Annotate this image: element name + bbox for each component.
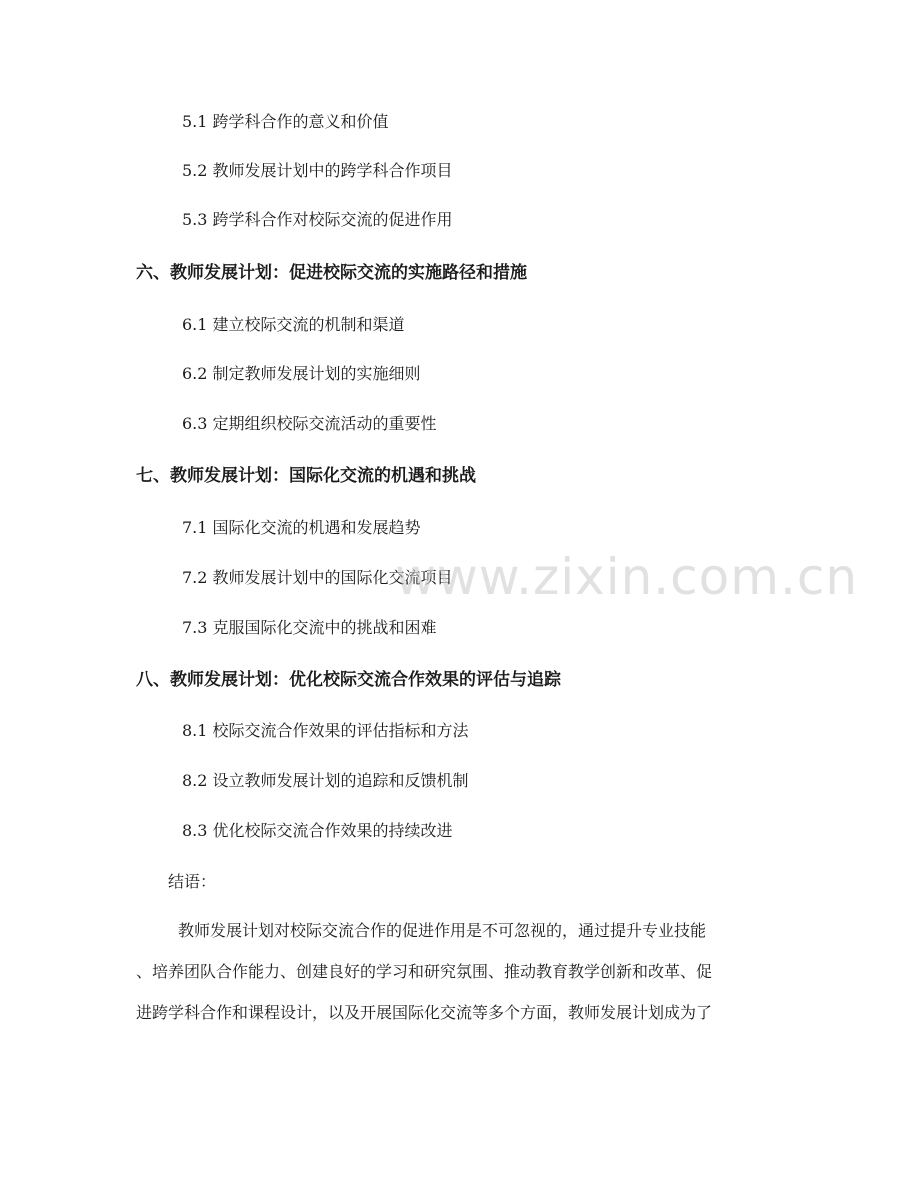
closing-label: 结语： — [168, 872, 217, 891]
list-item-7-1: 7.1 国际化交流的机遇和发展趋势 — [182, 518, 421, 537]
section-heading-8: 八、教师发展计划：优化校际交流合作效果的评估与追踪 — [136, 670, 561, 690]
closing-paragraph-line-3: 进跨学科合作和课程设计，以及开展国际化交流等多个方面，教师发展计划成为了 — [136, 1003, 713, 1022]
list-item-6-2: 6.2 制定教师发展计划的实施细则 — [182, 364, 421, 383]
watermark: www.zixin.com.cn — [395, 548, 859, 606]
list-item-7-2: 7.2 教师发展计划中的国际化交流项目 — [182, 568, 453, 587]
section-heading-7: 七、教师发展计划：国际化交流的机遇和挑战 — [136, 466, 476, 486]
list-item-5-2: 5.2 教师发展计划中的跨学科合作项目 — [182, 161, 453, 180]
list-item-7-3: 7.3 克服国际化交流中的挑战和困难 — [182, 618, 437, 637]
closing-paragraph-line-2: 、培养团队合作能力、创建良好的学习和研究氛围、推动教育教学创新和改革、促 — [136, 962, 713, 981]
closing-paragraph-line-1: 教师发展计划对校际交流合作的促进作用是不可忽视的，通过提升专业技能 — [178, 921, 707, 940]
list-item-5-3: 5.3 跨学科合作对校际交流的促进作用 — [182, 210, 453, 229]
section-heading-6: 六、教师发展计划：促进校际交流的实施路径和措施 — [136, 263, 527, 283]
list-item-6-1: 6.1 建立校际交流的机制和渠道 — [182, 315, 405, 334]
list-item-5-1: 5.1 跨学科合作的意义和价值 — [182, 112, 389, 131]
list-item-8-1: 8.1 校际交流合作效果的评估指标和方法 — [182, 721, 469, 740]
list-item-6-3: 6.3 定期组织校际交流活动的重要性 — [182, 414, 437, 433]
list-item-8-3: 8.3 优化校际交流合作效果的持续改进 — [182, 821, 453, 840]
list-item-8-2: 8.2 设立教师发展计划的追踪和反馈机制 — [182, 771, 469, 790]
